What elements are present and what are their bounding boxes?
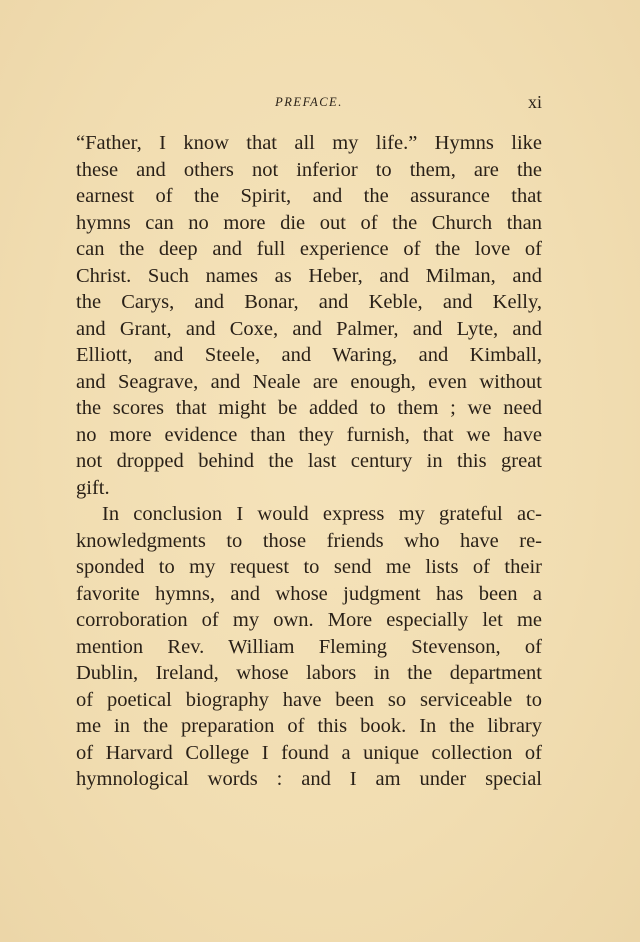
text-line: favorite hymns, and whose judgment has been a (76, 582, 542, 605)
text-line: hymns can no more die out of the Church than (76, 211, 542, 234)
text-line: In conclusion I would express my grateful ac- (102, 503, 542, 525)
text-line: gift. (76, 476, 110, 499)
text-line: “Father, I know that all my life.” Hymns like (76, 132, 542, 154)
text-line: no more evidence than they furnish, that we have (76, 423, 542, 446)
text-line: Elliott, and Steele, and Waring, and Kimball, (76, 344, 542, 366)
paragraph-2 (76, 501, 542, 793)
text-line: Christ. Such names as Heber, and Milman, and (76, 264, 542, 287)
text-line: can the deep and full experience of the love of (76, 238, 542, 260)
running-title: PREFACE. (275, 95, 343, 109)
text-line: sponded to my request to send me lists of their (76, 556, 542, 578)
text-line: mention Rev. William Fleming Stevenson, of (76, 635, 542, 658)
text-line: these and others not inferior to them, are the (76, 158, 542, 181)
text-line: Dublin, Ireland, whose labors in the department (76, 662, 542, 684)
text-line: of poetical biography have been so serviceable to (76, 688, 542, 711)
text-line: the scores that might be added to them ; we need (76, 397, 542, 419)
text-line: corroboration of my own. More especially let me (76, 609, 542, 631)
text-line: me in the preparation of this book. In the library (76, 715, 542, 737)
text-line: and Grant, and Coxe, and Palmer, and Lyte, and (76, 317, 542, 340)
text-line: and Seagrave, and Neale are enough, even without (76, 370, 542, 393)
text-line: hymnological words : and I am under special (76, 768, 542, 790)
text-line: not dropped behind the last century in this great (76, 450, 542, 472)
text-line: of Harvard College I found a unique collection of (76, 741, 542, 764)
running-header (76, 92, 542, 112)
text-line: the Carys, and Bonar, and Keble, and Kelly, (76, 291, 542, 313)
page-number: xi (527, 92, 542, 112)
text-line: knowledgments to those friends who have re- (76, 529, 542, 552)
body-text (76, 130, 542, 793)
text-line: earnest of the Spirit, and the assurance that (76, 185, 542, 207)
paragraph-1 (76, 130, 542, 501)
